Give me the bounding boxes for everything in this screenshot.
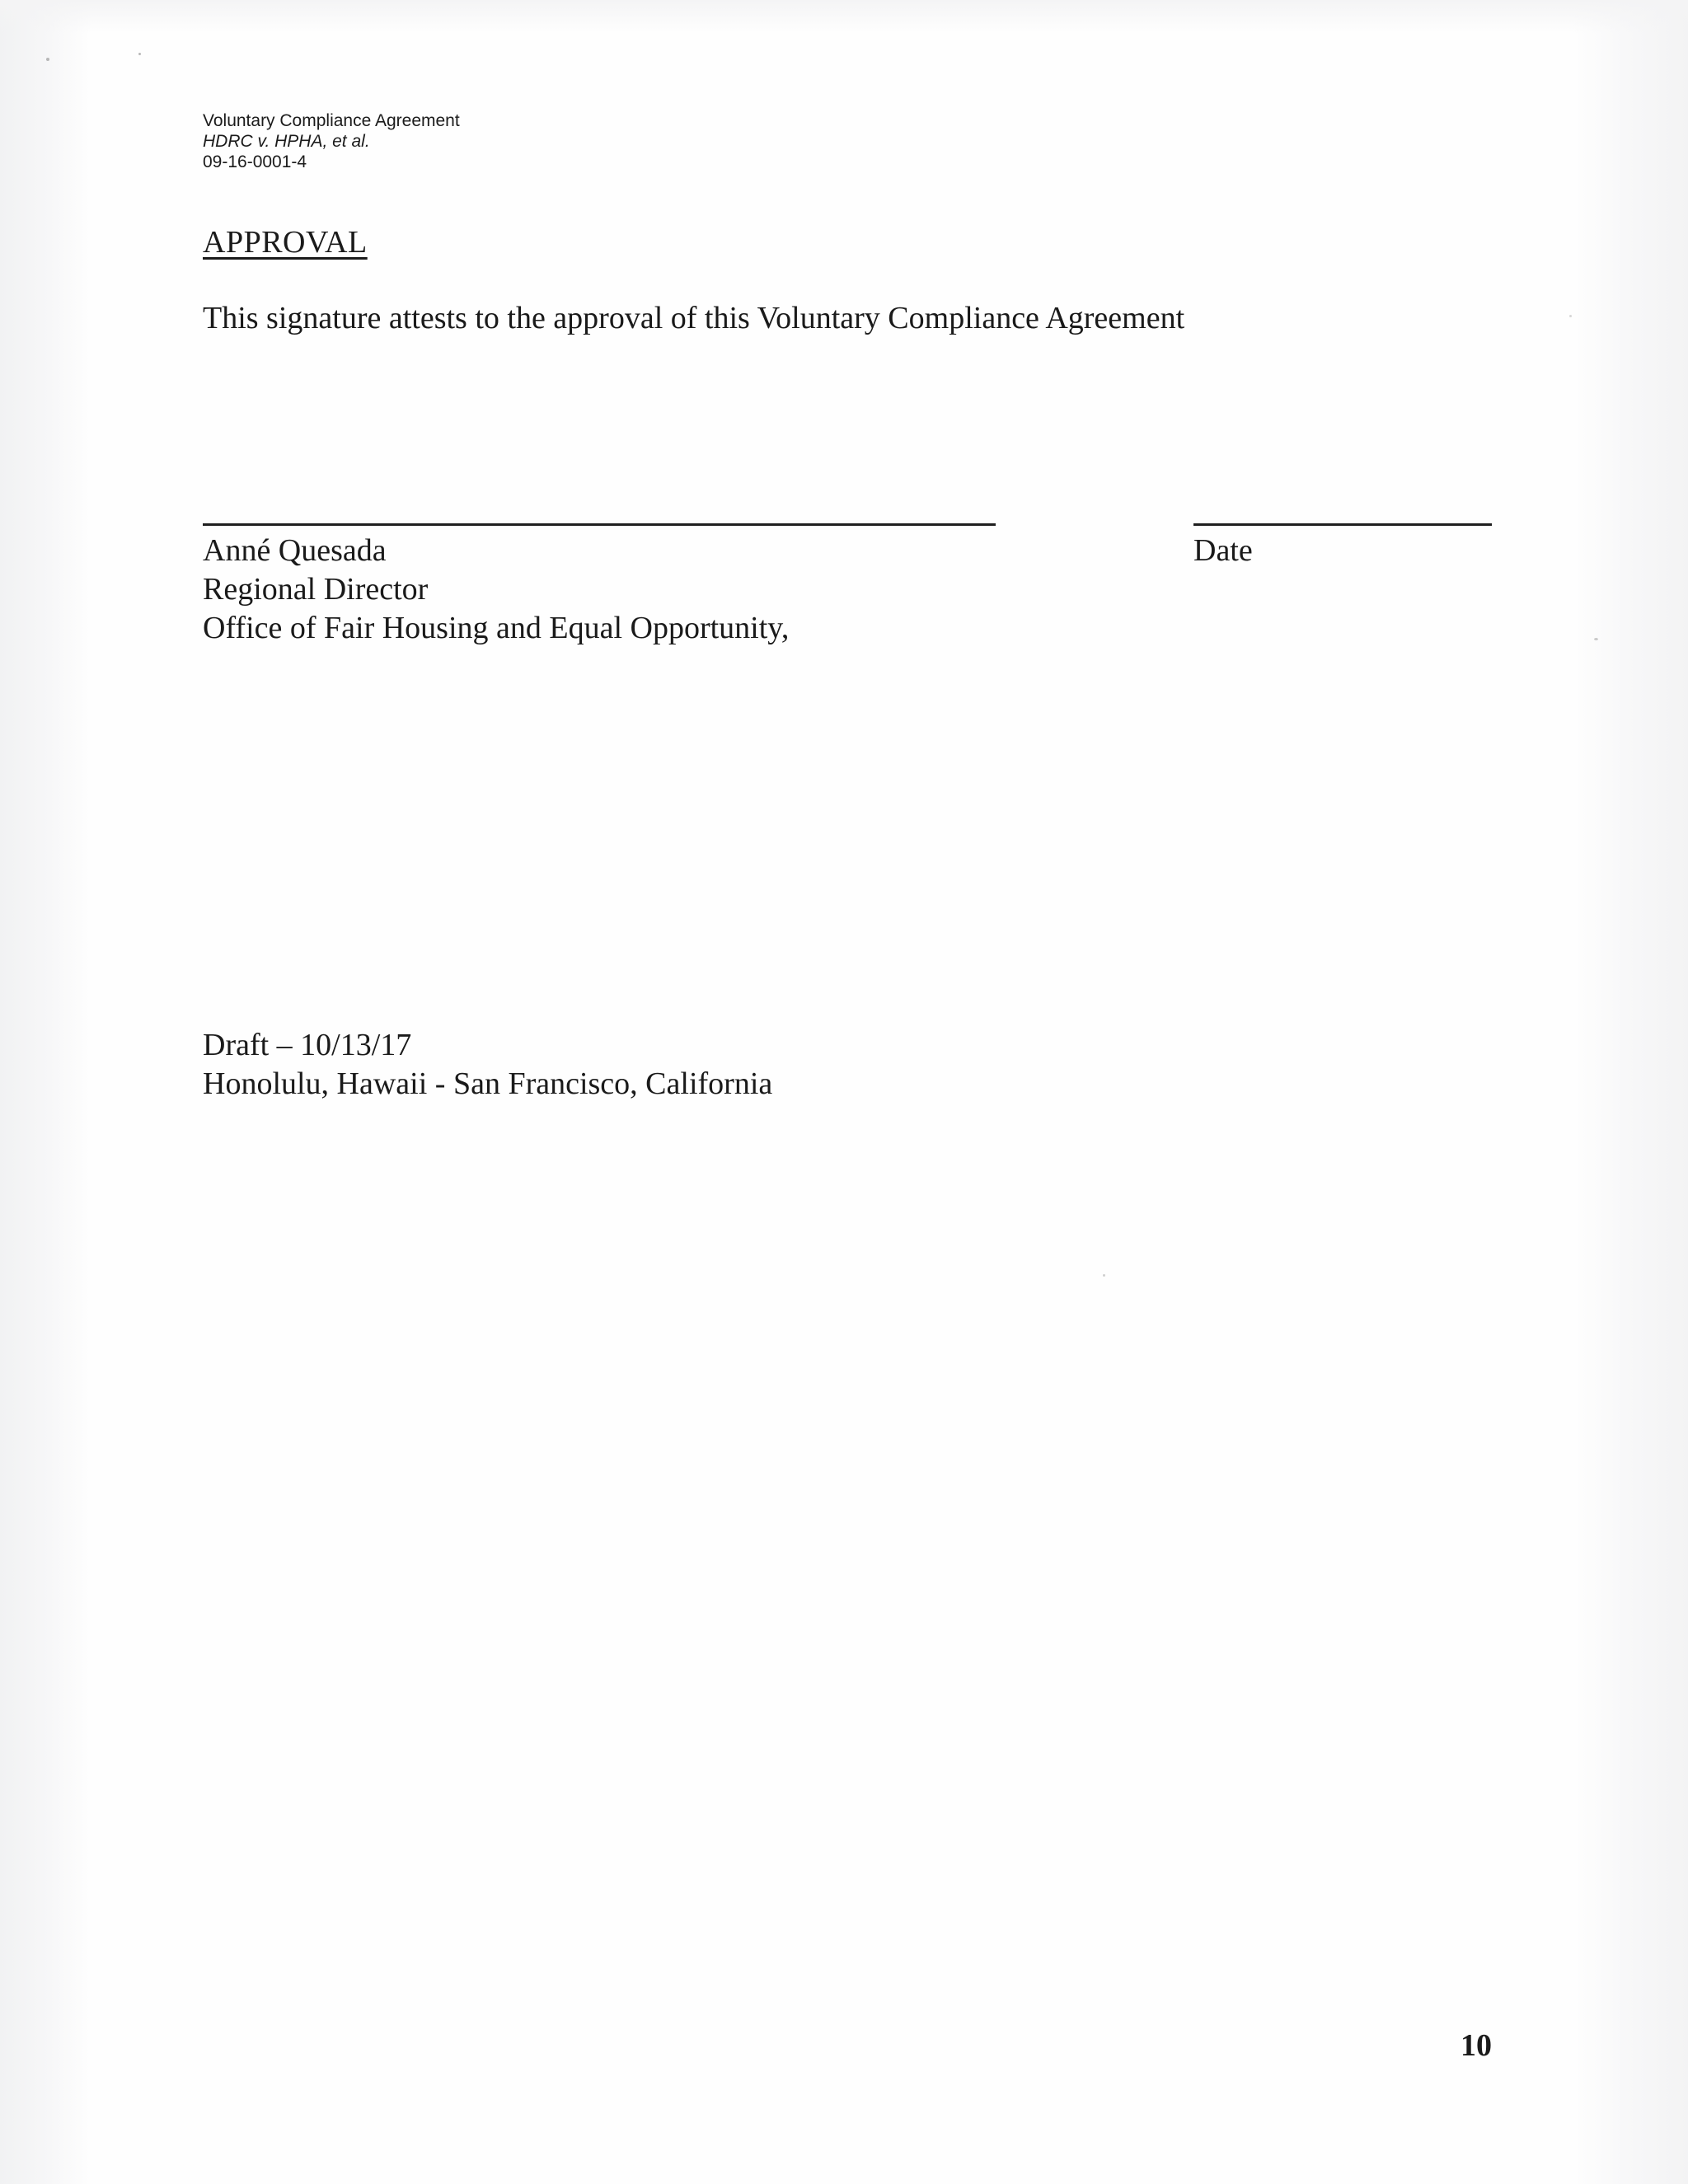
scan-speck [46,58,49,61]
header-case: HDRC v. HPHA, et al. [203,132,370,151]
attestation-text: This signature attests to the approval of this Voluntary Compliance Agreement [203,301,1185,335]
scan-speck [1594,638,1598,640]
scan-edge-right [1573,0,1688,2184]
signatory-office: Office of Fair Housing and Equal Opportunity, [203,611,790,645]
draft-date: Draft – 10/13/17 [203,1028,412,1062]
draft-info [203,1026,772,1104]
signatory-title: Regional Director [203,572,429,607]
draft-locations: Honolulu, Hawaii - San Francisco, California [203,1066,773,1101]
header-case-number: 09-16-0001-4 [203,152,307,171]
signature-line [203,523,996,526]
scan-edge-top [0,0,1688,33]
scan-speck [1103,1274,1105,1277]
signatory-block [203,532,789,648]
document-header [203,110,460,172]
signatory-name: Anné Quesada [203,533,387,568]
scan-speck [138,53,141,55]
page-number: 10 [1461,2028,1492,2063]
date-line [1193,523,1492,526]
scan-speck [1569,315,1572,317]
section-heading: APPROVAL [203,225,368,260]
header-title: Voluntary Compliance Agreement [203,111,460,130]
scan-edge-left [0,0,91,2184]
date-label: Date [1193,533,1253,568]
